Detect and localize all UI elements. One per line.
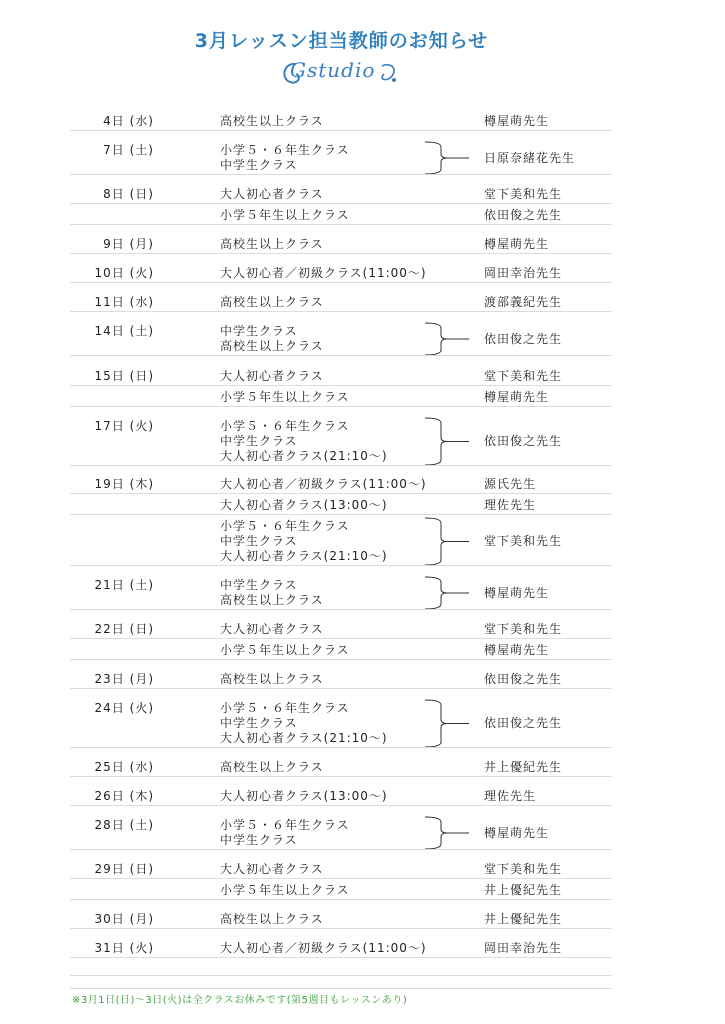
logo-text: Gstudio <box>290 58 376 82</box>
row-divider <box>70 282 612 283</box>
brace-icon <box>423 417 471 466</box>
class-list <box>220 883 350 898</box>
schedule-row <box>0 369 725 384</box>
schedule-row <box>0 266 725 281</box>
date-cell: 29日 (日) <box>94 862 154 876</box>
class-name: 小学５年生以上クラス <box>220 883 350 897</box>
date-cell: 28日 (土) <box>94 818 154 832</box>
class-name: 高校生以上クラス <box>220 672 324 686</box>
class-name: 小学５・６年生クラス <box>220 143 350 157</box>
date-cell: 19日 (木) <box>94 477 154 491</box>
teacher-name: 井上優紀先生 <box>484 883 563 897</box>
schedule-row <box>0 622 725 637</box>
class-name: 小学５・６年生クラス <box>220 701 350 715</box>
class-name: 小学５年生以上クラス <box>220 390 350 404</box>
date-cell: 8日 (日) <box>103 187 154 201</box>
row-divider <box>70 988 612 989</box>
schedule-row <box>0 672 725 687</box>
class-name: 大人初心者クラス(21:10～) <box>220 731 388 745</box>
row-divider <box>70 406 612 407</box>
brace-icon <box>423 699 471 748</box>
class-list <box>220 390 350 405</box>
date-cell: 15日 (日) <box>94 369 154 383</box>
teacher-name: 堂下美和先生 <box>484 534 563 548</box>
row-divider <box>70 130 612 131</box>
class-list <box>220 862 324 877</box>
class-list <box>220 941 427 956</box>
teacher-name: 岡田幸治先生 <box>484 266 563 280</box>
date-cell: 10日 (火) <box>94 266 154 280</box>
date-cell: 17日 (火) <box>94 419 154 433</box>
class-name: 大人初心者クラス(13:00～) <box>220 498 388 512</box>
row-divider <box>70 565 612 566</box>
schedule-row <box>0 498 725 513</box>
row-divider <box>70 609 612 610</box>
teacher-name: 堂下美和先生 <box>484 622 563 636</box>
schedule-row <box>0 390 725 405</box>
schedule-row <box>0 941 725 956</box>
row-divider <box>70 776 612 777</box>
row-divider <box>70 638 612 639</box>
class-list <box>220 519 388 564</box>
class-list <box>220 643 350 658</box>
date-cell: 23日 (月) <box>94 672 154 686</box>
class-name: 大人初心者クラス <box>220 369 324 383</box>
row-divider <box>70 899 612 900</box>
class-list <box>220 324 324 354</box>
class-list <box>220 266 427 281</box>
schedule-row <box>0 578 725 608</box>
teacher-name: 樽屋萌先生 <box>484 390 550 404</box>
row-divider <box>70 493 612 494</box>
row-divider <box>70 975 612 976</box>
schedule-row <box>0 237 725 252</box>
class-list <box>220 912 324 927</box>
row-divider <box>70 355 612 356</box>
brace-icon <box>423 322 471 356</box>
class-name: 高校生以上クラス <box>220 339 324 353</box>
teacher-name: 堂下美和先生 <box>484 862 563 876</box>
row-divider <box>70 224 612 225</box>
date-cell: 7日 (土) <box>103 143 154 157</box>
class-name: 大人初心者クラス <box>220 187 324 201</box>
brace-icon <box>423 816 471 850</box>
schedule-row <box>0 760 725 775</box>
class-list <box>220 143 350 173</box>
class-list <box>220 760 324 775</box>
class-name: 中学生クラス <box>220 716 298 730</box>
class-list <box>220 498 388 513</box>
schedule-row <box>0 324 725 354</box>
class-name: 高校生以上クラス <box>220 237 324 251</box>
schedule-row <box>0 862 725 877</box>
class-name: 中学生クラス <box>220 158 298 172</box>
teacher-name: 樽屋萌先生 <box>484 114 550 128</box>
date-cell: 9日 (月) <box>103 237 154 251</box>
class-name: 高校生以上クラス <box>220 912 324 926</box>
teacher-name: 井上優紀先生 <box>484 912 563 926</box>
teacher-name: 日原奈緒花先生 <box>484 150 576 165</box>
class-list <box>220 701 388 746</box>
row-divider <box>70 688 612 689</box>
date-cell: 22日 (日) <box>94 622 154 636</box>
class-name: 中学生クラス <box>220 434 298 448</box>
class-list <box>220 672 324 687</box>
row-divider <box>70 253 612 254</box>
date-cell: 30日 (月) <box>94 912 154 926</box>
schedule-row <box>0 789 725 804</box>
class-name: 大人初心者クラス <box>220 862 324 876</box>
schedule-row <box>0 295 725 310</box>
teacher-name: 井上優紀先生 <box>484 760 563 774</box>
schedule-row <box>0 187 725 202</box>
teacher-name: 依田俊之先生 <box>484 672 563 686</box>
row-divider <box>70 203 612 204</box>
teacher-name: 依田俊之先生 <box>484 208 563 222</box>
brace-icon <box>423 141 471 175</box>
date-cell: 31日 (火) <box>94 941 154 955</box>
row-divider <box>70 311 612 312</box>
date-cell: 21日 (土) <box>94 578 154 592</box>
schedule-row <box>0 114 725 129</box>
class-list <box>220 578 324 608</box>
class-list <box>220 419 388 464</box>
row-divider <box>70 465 612 466</box>
class-list <box>220 789 388 804</box>
schedule-row <box>0 818 725 848</box>
teacher-name: 理佐先生 <box>484 789 537 803</box>
date-cell: 11日 (水) <box>94 295 154 309</box>
schedule-row <box>0 419 725 464</box>
teacher-name: 堂下美和先生 <box>484 369 563 383</box>
class-name: 小学５年生以上クラス <box>220 208 350 222</box>
row-divider <box>70 928 612 929</box>
date-cell: 4日 (水) <box>103 114 154 128</box>
row-divider <box>70 385 612 386</box>
class-list <box>220 237 324 252</box>
teacher-name: 樽屋萌先生 <box>484 237 550 251</box>
class-name: 大人初心者／初級クラス(11:00～) <box>220 941 427 955</box>
class-name: 高校生以上クラス <box>220 295 324 309</box>
teacher-name: 樽屋萌先生 <box>484 643 550 657</box>
class-name: 大人初心者クラス(21:10～) <box>220 449 388 463</box>
class-list <box>220 477 427 492</box>
schedule-row <box>0 208 725 223</box>
class-name: 小学５・６年生クラス <box>220 519 350 533</box>
studio-logo <box>278 56 408 90</box>
class-list <box>220 622 324 637</box>
row-divider <box>70 174 612 175</box>
brace-icon <box>423 576 471 610</box>
class-list <box>220 818 350 848</box>
class-name: 大人初心者／初級クラス(11:00～) <box>220 266 427 280</box>
class-name: 高校生以上クラス <box>220 760 324 774</box>
teacher-name: 理佐先生 <box>484 498 537 512</box>
class-name: 大人初心者／初級クラス(11:00～) <box>220 477 427 491</box>
row-divider <box>70 805 612 806</box>
class-name: 小学５年生以上クラス <box>220 643 350 657</box>
schedule-row <box>0 643 725 658</box>
brace-icon <box>423 517 471 566</box>
teacher-name: 樽屋萌先生 <box>484 585 550 600</box>
class-list <box>220 208 350 223</box>
teacher-name: 渡部義紀先生 <box>484 295 563 309</box>
class-list <box>220 295 324 310</box>
teacher-name: 堂下美和先生 <box>484 187 563 201</box>
class-list <box>220 187 324 202</box>
footnote: ※3月1日(日)～3日(火)は全クラスお休みです(第5週目もレッスンあり) <box>72 995 408 1006</box>
class-name: 高校生以上クラス <box>220 593 324 607</box>
date-cell: 14日 (土) <box>94 324 154 338</box>
row-divider <box>70 747 612 748</box>
teacher-name: 依田俊之先生 <box>484 716 563 730</box>
schedule-row <box>0 701 725 746</box>
teacher-name: 源氏先生 <box>484 477 537 491</box>
class-name: 中学生クラス <box>220 578 298 592</box>
row-divider <box>70 878 612 879</box>
class-name: 大人初心者クラス(21:10～) <box>220 549 388 563</box>
schedule-row <box>0 143 725 173</box>
teacher-name: 依田俊之先生 <box>484 331 563 346</box>
class-list <box>220 114 324 129</box>
schedule-row <box>0 912 725 927</box>
teacher-name: 依田俊之先生 <box>484 434 563 448</box>
schedule-row <box>0 883 725 898</box>
page-title: 3月レッスン担当教師のお知らせ <box>194 30 489 52</box>
class-list <box>220 369 324 384</box>
class-name: 大人初心者クラス(13:00～) <box>220 789 388 803</box>
teacher-name: 樽屋萌先生 <box>484 825 550 840</box>
row-divider <box>70 659 612 660</box>
class-name: 中学生クラス <box>220 534 298 548</box>
date-cell: 25日 (水) <box>94 760 154 774</box>
row-divider <box>70 849 612 850</box>
class-name: 小学５・６年生クラス <box>220 419 350 433</box>
class-name: 小学５・６年生クラス <box>220 818 350 832</box>
class-name: 中学生クラス <box>220 833 298 847</box>
class-name: 中学生クラス <box>220 324 298 338</box>
class-name: 高校生以上クラス <box>220 114 324 128</box>
date-cell: 26日 (木) <box>94 789 154 803</box>
schedule-row <box>0 519 725 564</box>
row-divider <box>70 957 612 958</box>
schedule-row <box>0 477 725 492</box>
teacher-name: 岡田幸治先生 <box>484 941 563 955</box>
date-cell: 24日 (火) <box>94 701 154 715</box>
row-divider <box>70 514 612 515</box>
class-name: 大人初心者クラス <box>220 622 324 636</box>
